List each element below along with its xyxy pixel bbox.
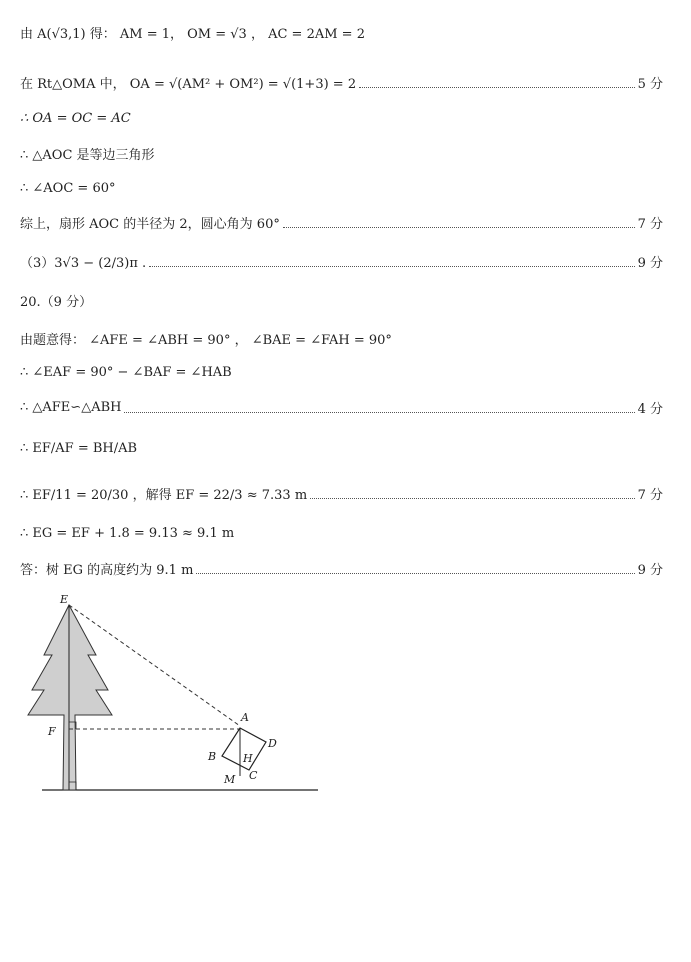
line-text: 在 Rt△OMA 中， OA = √(AM² + OM²) = √(1+3) = 2 bbox=[20, 76, 357, 92]
line-text: 20.（9 分） bbox=[20, 294, 93, 310]
leader-dots bbox=[196, 573, 634, 574]
leader-dots bbox=[310, 498, 634, 499]
label-d: D bbox=[268, 737, 277, 750]
label-m: M bbox=[224, 773, 236, 786]
score-label: 4 分 bbox=[637, 401, 663, 417]
score-label: 7 分 bbox=[637, 216, 663, 232]
leader-dots bbox=[124, 412, 634, 413]
solution-line-10 bbox=[20, 362, 663, 382]
solution-line-15 bbox=[20, 558, 663, 578]
line-text: ∴ ∠AOC = 60° bbox=[20, 180, 116, 196]
score-label: 7 分 bbox=[637, 487, 663, 503]
line-text: 答：树 EG 的高度约为 9.1 m bbox=[20, 562, 194, 578]
leader-dots bbox=[149, 266, 634, 267]
score-label: 9 分 bbox=[637, 255, 663, 271]
solution-line-7 bbox=[20, 248, 663, 274]
solution-line-2 bbox=[20, 72, 663, 92]
question-header-20 bbox=[20, 290, 663, 310]
solution-line-12 bbox=[20, 435, 663, 461]
line-text: ∴ ∠EAF = 90° − ∠BAF = ∠HAB bbox=[20, 364, 232, 380]
solution-line-6 bbox=[20, 212, 663, 232]
score-label: 5 分 bbox=[637, 76, 663, 92]
line-text: 由 A(√3,1) 得： AM = 1， OM = √3 ， AC = 2AM = 2 bbox=[20, 26, 365, 42]
solution-line-9 bbox=[20, 328, 663, 348]
line-text: ∴ EG = EF + 1.8 = 9.13 ≈ 9.1 m bbox=[20, 525, 235, 541]
line-text: ∴ OA = OC = AC bbox=[20, 110, 131, 126]
solution-line-14 bbox=[20, 523, 663, 543]
line-text: （3）3√3 − (2/3)π . bbox=[20, 255, 147, 271]
solution-line-5 bbox=[20, 178, 663, 198]
label-a: A bbox=[241, 711, 249, 724]
line-text: ∴ EF/AF = BH/AB bbox=[20, 440, 138, 456]
solution-line-4 bbox=[20, 143, 663, 163]
label-f: F bbox=[48, 725, 56, 738]
label-c: C bbox=[249, 769, 258, 782]
line-text: 由题意得： ∠AFE = ∠ABH = 90° ， ∠BAE = ∠FAH = 90° bbox=[20, 332, 392, 348]
tree-measurement-figure bbox=[0, 590, 340, 800]
solution-line-3 bbox=[20, 108, 663, 128]
label-h: H bbox=[243, 752, 253, 765]
label-b: B bbox=[208, 750, 217, 763]
label-e: E bbox=[60, 593, 69, 606]
solution-line-13 bbox=[20, 480, 663, 506]
tree-silhouette bbox=[28, 605, 112, 790]
line-text: ∴ △AFE∽△ABH bbox=[20, 399, 122, 415]
score-label: 9 分 bbox=[637, 562, 663, 578]
leader-dots bbox=[283, 227, 635, 228]
solution-line-11 bbox=[20, 397, 663, 417]
solution-line-1 bbox=[20, 22, 663, 42]
line-text: ∴ EF/11 = 20/30 ，解得 EF = 22/3 ≈ 7.33 m bbox=[20, 487, 308, 503]
line-text: ∴ △AOC 是等边三角形 bbox=[20, 147, 155, 163]
leader-dots bbox=[359, 87, 635, 88]
line-text: 综上，扇形 AOC 的半径为 2，圆心角为 60° bbox=[20, 216, 280, 232]
